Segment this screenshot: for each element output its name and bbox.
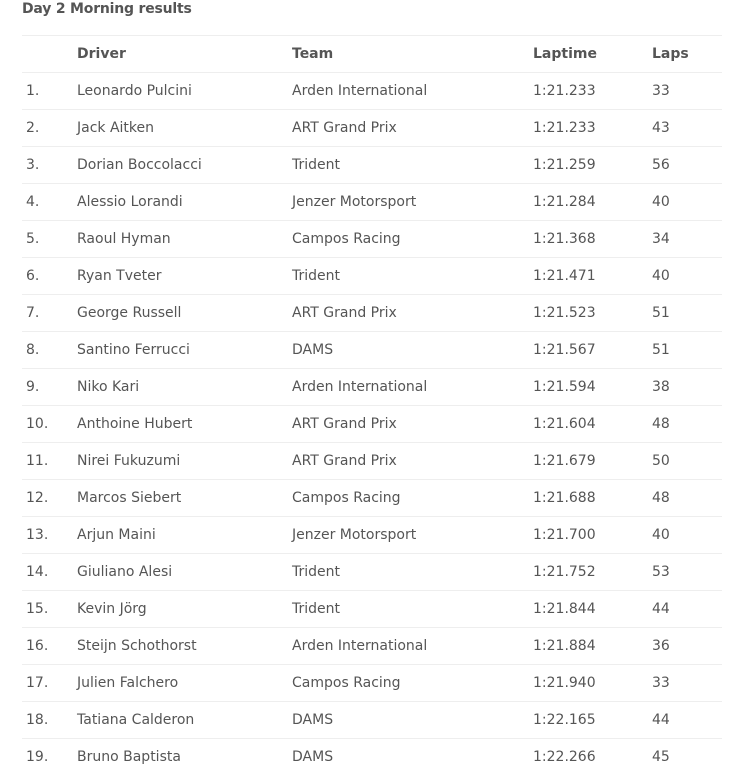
cell-laptime: 1:21.700 <box>533 527 596 543</box>
cell-driver: Niko Kari <box>77 379 140 395</box>
cell-laps: 38 <box>652 379 670 395</box>
cell-driver: Santino Ferrucci <box>77 342 190 358</box>
table-row <box>22 480 722 517</box>
cell-driver: Bruno Baptista <box>77 749 181 766</box>
cell-team: ART Grand Prix <box>292 416 397 432</box>
cell-laps: 33 <box>652 675 670 691</box>
cell-team: Arden International <box>292 379 428 395</box>
cell-laps: 34 <box>652 231 670 247</box>
table-row <box>22 147 722 184</box>
cell-position: 11. <box>26 453 49 469</box>
cell-laps: 44 <box>652 601 670 617</box>
cell-team: DAMS <box>292 342 334 358</box>
cell-laps: 48 <box>652 416 670 432</box>
cell-laptime: 1:21.259 <box>533 157 596 173</box>
cell-laptime: 1:21.604 <box>533 416 596 432</box>
cell-laptime: 1:22.165 <box>533 712 596 728</box>
cell-team: ART Grand Prix <box>292 120 397 136</box>
cell-laps: 45 <box>652 749 670 766</box>
cell-position: 5. <box>26 231 40 247</box>
cell-laps: 44 <box>652 712 670 728</box>
cell-team: Trident <box>292 268 341 284</box>
cell-driver: Dorian Boccolacci <box>77 157 202 173</box>
cell-laps: 50 <box>652 453 670 469</box>
cell-position: 10. <box>26 416 49 432</box>
table-header-row <box>22 36 722 73</box>
cell-position: 7. <box>26 305 40 321</box>
table-row <box>22 110 722 147</box>
cell-position: 4. <box>26 194 40 210</box>
table-row <box>22 554 722 591</box>
cell-laptime: 1:21.233 <box>533 83 596 99</box>
cell-position: 19. <box>26 749 49 766</box>
header-laptime: Laptime <box>533 46 597 62</box>
cell-position: 3. <box>26 157 40 173</box>
cell-laptime: 1:21.567 <box>533 342 596 358</box>
cell-laps: 40 <box>652 268 670 284</box>
cell-laptime: 1:21.844 <box>533 601 596 617</box>
cell-team: Campos Racing <box>292 490 401 506</box>
cell-driver: Anthoine Hubert <box>77 416 193 432</box>
cell-position: 9. <box>26 379 40 395</box>
cell-position: 13. <box>26 527 49 543</box>
cell-laps: 53 <box>652 564 670 580</box>
cell-position: 8. <box>26 342 40 358</box>
results-table <box>22 35 722 776</box>
cell-driver: Raoul Hyman <box>77 231 171 247</box>
cell-driver: Nirei Fukuzumi <box>77 453 181 469</box>
header-position <box>22 36 77 73</box>
cell-position: 14. <box>26 564 49 580</box>
cell-position: 12. <box>26 490 49 506</box>
cell-driver: George Russell <box>77 305 182 321</box>
table-row <box>22 221 722 258</box>
cell-team: Jenzer Motorsport <box>292 527 417 543</box>
table-row <box>22 406 722 443</box>
cell-team: ART Grand Prix <box>292 305 397 321</box>
cell-driver: Alessio Lorandi <box>77 194 183 210</box>
cell-laps: 33 <box>652 83 670 99</box>
cell-position: 6. <box>26 268 40 284</box>
cell-driver: Arjun Maini <box>77 527 156 543</box>
table-row <box>22 665 722 702</box>
header-laps: Laps <box>652 46 689 62</box>
cell-driver: Leonardo Pulcini <box>77 83 192 99</box>
cell-position: 1. <box>26 83 40 99</box>
cell-driver: Ryan Tveter <box>77 268 162 284</box>
cell-laptime: 1:21.752 <box>533 564 596 580</box>
table-row <box>22 258 722 295</box>
cell-team: Trident <box>292 157 341 173</box>
cell-laptime: 1:21.940 <box>533 675 596 691</box>
cell-laps: 40 <box>652 527 670 543</box>
cell-laptime: 1:21.884 <box>533 638 596 654</box>
cell-laps: 36 <box>652 638 670 654</box>
header-team: Team <box>292 46 334 62</box>
cell-laptime: 1:21.523 <box>533 305 596 321</box>
table-row <box>22 184 722 221</box>
cell-team: DAMS <box>292 749 334 766</box>
cell-laps: 48 <box>652 490 670 506</box>
cell-position: 2. <box>26 120 40 136</box>
cell-laptime: 1:21.233 <box>533 120 596 136</box>
table-row <box>22 443 722 480</box>
cell-position: 16. <box>26 638 49 654</box>
cell-position: 18. <box>26 712 49 728</box>
table-row <box>22 73 722 110</box>
cell-laptime: 1:21.594 <box>533 379 596 395</box>
cell-laptime: 1:21.284 <box>533 194 596 210</box>
table-row <box>22 295 722 332</box>
cell-laptime: 1:21.368 <box>533 231 596 247</box>
cell-laps: 56 <box>652 157 670 173</box>
cell-position: 15. <box>26 601 49 617</box>
cell-laptime: 1:21.688 <box>533 490 596 506</box>
cell-driver: Kevin Jörg <box>77 601 147 617</box>
page-title: Day 2 Morning results <box>22 1 192 17</box>
cell-laps: 40 <box>652 194 670 210</box>
table-row <box>22 369 722 406</box>
table-row <box>22 332 722 369</box>
results-body <box>22 73 722 776</box>
cell-driver: Tatiana Calderon <box>77 712 195 728</box>
cell-team: DAMS <box>292 712 334 728</box>
cell-laptime: 1:21.679 <box>533 453 596 469</box>
cell-team: Campos Racing <box>292 675 401 691</box>
cell-team: Campos Racing <box>292 231 401 247</box>
cell-driver: Marcos Siebert <box>77 490 182 506</box>
table-row <box>22 739 722 776</box>
cell-laptime: 1:21.471 <box>533 268 596 284</box>
table-row <box>22 702 722 739</box>
cell-laps: 51 <box>652 305 670 321</box>
cell-position: 17. <box>26 675 49 691</box>
cell-team: Jenzer Motorsport <box>292 194 417 210</box>
cell-driver: Julien Falchero <box>77 675 179 691</box>
cell-laps: 43 <box>652 120 670 136</box>
cell-team: ART Grand Prix <box>292 453 397 469</box>
cell-laps: 51 <box>652 342 670 358</box>
cell-team: Arden International <box>292 83 428 99</box>
cell-team: Trident <box>292 601 341 617</box>
cell-driver: Jack Aitken <box>77 120 155 136</box>
cell-team: Arden International <box>292 638 428 654</box>
cell-driver: Steijn Schothorst <box>77 638 197 654</box>
cell-team: Trident <box>292 564 341 580</box>
header-driver: Driver <box>77 46 126 62</box>
table-row <box>22 517 722 554</box>
table-row <box>22 628 722 665</box>
cell-driver: Giuliano Alesi <box>77 564 173 580</box>
table-row <box>22 591 722 628</box>
cell-laptime: 1:22.266 <box>533 749 596 766</box>
